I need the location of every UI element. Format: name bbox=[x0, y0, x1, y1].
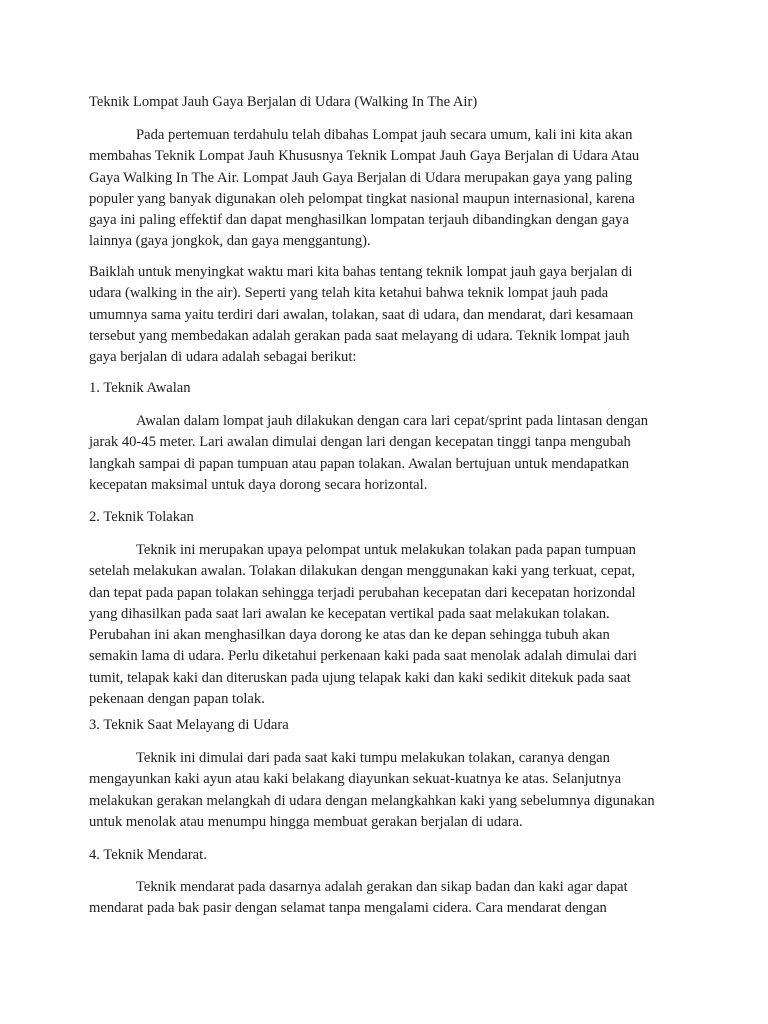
paragraph-line: Teknik mendarat pada dasarnya adalah gerakan dan sikap badan dan kaki agar dapat bbox=[136, 879, 628, 895]
paragraph-line: melakukan gerakan melangkah di udara dengan melangkahkan kaki yang sebelumnya digunakan bbox=[89, 792, 655, 809]
second-paragraph bbox=[89, 262, 689, 368]
section-body-mendarat bbox=[89, 877, 689, 920]
section-heading-mendarat: 4. Teknik Mendarat. bbox=[89, 847, 207, 863]
paragraph-line: gaya ini paling effektif dan dapat menghasilkan lompatan terjauh dibandingkan dengan gaya bbox=[89, 212, 629, 229]
intro-paragraph bbox=[89, 125, 689, 253]
paragraph-line: Teknik ini dimulai dari pada saat kaki tumpu melakukan tolakan, caranya dengan bbox=[136, 750, 610, 766]
paragraph-line: pekenaan dengan papan tolak. bbox=[89, 691, 265, 708]
paragraph-line: Gaya Walking In The Air. Lompat Jauh Gaya Berjalan di Udara merupakan gaya yang paling bbox=[89, 169, 633, 186]
paragraph-line: udara (walking in the air). Seperti yang telah kita ketahui bahwa teknik lompat jauh pada bbox=[89, 285, 609, 302]
section-body-awalan bbox=[89, 411, 689, 496]
paragraph-line: semakin lama di udara. Perlu diketahui perkenaan kaki pada saat menolak adalah dimulai dari bbox=[89, 648, 637, 665]
paragraph-line: membahas Teknik Lompat Jauh Khususnya Teknik Lompat Jauh Gaya Berjalan di Udara Atau bbox=[89, 148, 640, 165]
paragraph-line: Baiklah untuk menyingkat waktu mari kita bahas tentang teknik lompat jauh gaya berjalan di bbox=[89, 264, 633, 280]
paragraph-line: Perubahan ini akan menghasilkan daya dorong ke atas dan ke depan sehingga tubuh akan bbox=[89, 627, 610, 644]
paragraph-line: tumit, telapak kaki dan diteruskan pada ujung telapak kaki dan kaki sedikit ditekuk pada saat bbox=[89, 669, 631, 686]
paragraph-line: tersebut yang membedakan adalah gerakan pada saat melayang di udara. Teknik lompat jauh bbox=[89, 327, 630, 344]
paragraph-line: umumnya sama yaitu terdiri dari awalan, tolakan, saat di udara, dan mendarat, dari kesamaan bbox=[89, 306, 634, 323]
paragraph-line: kecepatan maksimal untuk daya dorong secara horizontal. bbox=[89, 476, 428, 493]
paragraph-line: mengayunkan kaki ayun atau kaki belakang diayunkan sekuat-kuatnya ke atas. Selanjutnya bbox=[89, 771, 622, 788]
section-heading-melayang: 3. Teknik Saat Melayang di Udara bbox=[89, 717, 289, 733]
paragraph-line: Pada pertemuan terdahulu telah dibahas Lompat jauh secara umum, kali ini kita akan bbox=[136, 127, 633, 143]
paragraph-line: dan tepat pada papan tolakan sehingga terjadi perubahan kecepatan dari kecepatan horizondal bbox=[89, 584, 636, 601]
document-title: Teknik Lompat Jauh Gaya Berjalan di Udara (Walking In The Air) bbox=[89, 94, 478, 110]
paragraph-line: yang dihasilkan pada saat lari awalan ke kecepatan vertikal pada saat melakukan tolakan. bbox=[89, 605, 610, 622]
paragraph-line: setelah melakukan awalan. Tolakan dilakukan dengan menggunakan kaki yang terkuat, cepat, bbox=[89, 563, 636, 580]
paragraph-line: Teknik ini merupakan upaya pelompat untuk melakukan tolakan pada papan tumpuan bbox=[136, 542, 636, 558]
section-body-tolakan bbox=[89, 540, 689, 710]
paragraph-line: langkah sampai di papan tumpuan atau papan tolakan. Awalan bertujuan untuk mendapatkan bbox=[89, 455, 630, 472]
paragraph-line: populer yang banyak digunakan oleh pelompat tingkat nasional maupun internasional, karena bbox=[89, 190, 635, 207]
section-heading-tolakan: 2. Teknik Tolakan bbox=[89, 509, 194, 525]
paragraph-line: gaya berjalan di udara adalah sebagai berikut: bbox=[89, 349, 357, 366]
paragraph-line: Awalan dalam lompat jauh dilakukan dengan cara lari cepat/sprint pada lintasan dengan bbox=[136, 413, 649, 429]
paragraph-line: lainnya (gaya jongkok, dan gaya menggantung). bbox=[89, 233, 371, 250]
paragraph-line: mendarat pada bak pasir dengan selamat tanpa mengalami cidera. Cara mendarat dengan bbox=[89, 900, 607, 917]
section-body-melayang bbox=[89, 748, 689, 833]
paragraph-line: untuk menolak atau menumpu hingga membuat gerakan berjalan di udara. bbox=[89, 813, 523, 830]
section-heading-awalan: 1. Teknik Awalan bbox=[89, 380, 191, 396]
paragraph-line: jarak 40-45 meter. Lari awalan dimulai dengan lari dengan kecepatan tinggi tanpa mengubah bbox=[89, 434, 631, 451]
